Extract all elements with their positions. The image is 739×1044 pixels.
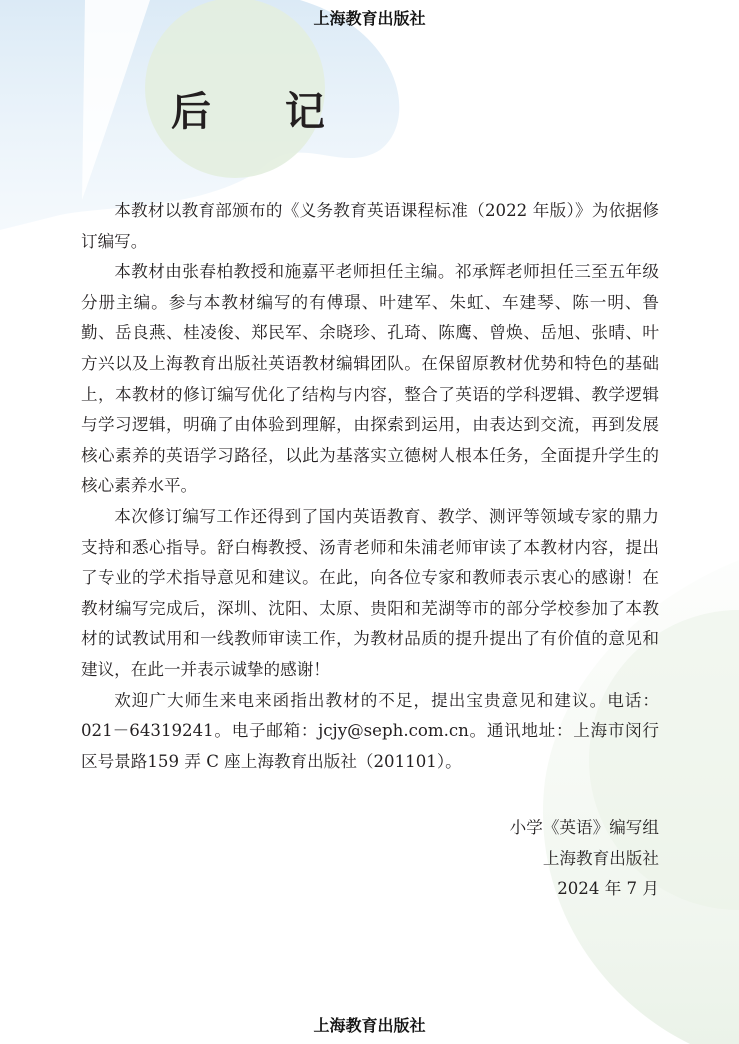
- paragraph: 欢迎广大师生来电来函指出教材的不足，提出宝贵意见和建议。电话：021－64319241。电子邮箱：jcjy@seph.com.cn。通讯地址：上海市闵行区号景路159 弄 C 座上海教育出版社（201101）。: [81, 690, 659, 771]
- paragraph: 本教材以教育部颁布的《义务教育英语课程标准（2022 年版）》为依据修订编写。: [81, 201, 659, 251]
- header-publisher: 上海教育出版社: [313, 9, 426, 28]
- footer-publisher: 上海教育出版社: [313, 1016, 426, 1035]
- page-title: 后 记: [171, 88, 355, 135]
- signoff-group: 小学《英语》编写组: [509, 818, 659, 837]
- signoff-publisher: 上海教育出版社: [542, 848, 659, 868]
- signoff-date: 2024 年 7 月: [557, 879, 659, 899]
- signoff-block: [510, 813, 659, 905]
- paragraph: 本次修订编写工作还得到了国内英语教育、教学、测评等领域专家的鼎力支持和悉心指导。舒白梅教授、汤青老师和朱浦老师审读了本教材内容，提出了专业的学术指导意见和建议。在此，向各位专家和教师表示衷心的感谢！在教材编写完成后，深圳、沈阳、太原、贵阳和芜湖等市的部分学校参加了本教材的试教试用和一线教师审读工作，为教材品质的提升提出了有价值的意见和建议，在此一并表示诚挚的感谢！: [81, 506, 659, 679]
- postscript-body: [81, 196, 659, 777]
- paragraph: 本教材由张春柏教授和施嘉平老师担任主编。祁承辉老师担任三至五年级分册主编。参与本教材编写的有傅璟、叶建军、朱虹、车建琴、陈一明、鲁勤、岳良燕、桂凌俊、郑民军、余晓珍、孔琦、陈鹰、曾焕、岳旭、张晴、叶方兴以及上海教育出版社英语教材编辑团队。在保留原教材优势和特色的基础上，本教材的修订编写优化了结构与内容，整合了英语的学科逻辑、教学逻辑与学习逻辑，明确了由体验到理解，由探索到运用，由表达到交流，再到发展核心素养的英语学习路径，以此为基落实立德树人根本任务，全面提升学生的核心素养水平。: [81, 262, 659, 496]
